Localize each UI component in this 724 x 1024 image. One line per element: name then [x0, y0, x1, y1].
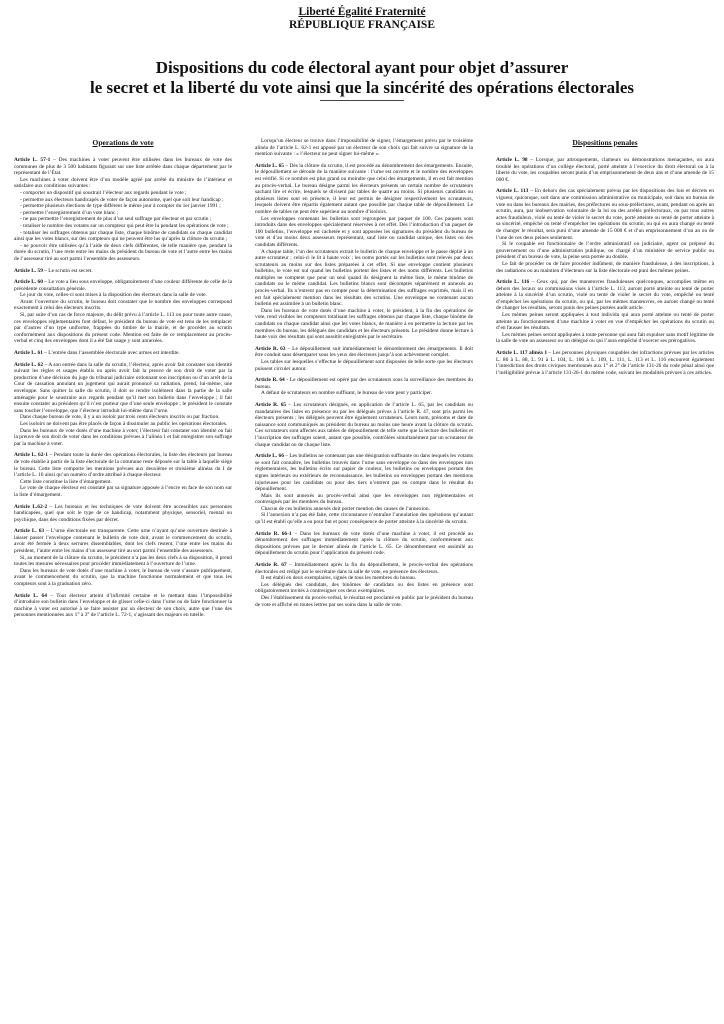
paragraph-text: Il est établi en deux exemplaires, signés de tous les membres du bureau.: [261, 575, 417, 582]
article-reference: Article R. 63: [255, 345, 286, 352]
article: [255, 138, 473, 158]
paragraph-text: – Lorsque, par attroupements, clameurs ou démonstrations menaçantes, on aura troublé les opérations d’un collège électoral, porté atteinte à l’exercice du droit électoral ou à la liberté du vote, les coupables seront punis d’un emprisonnement de deux ans et d’une amende de 15 000 €.: [496, 157, 714, 183]
article-reference: Article L. 66: [255, 453, 284, 460]
paragraph-text: – L’entrée dans l’assemblée électorale avec armes est interdite.: [44, 350, 180, 357]
paragraph-text: - permettre l’enregistrement d’un vote blanc ;: [20, 209, 119, 216]
article-paragraph: [255, 402, 473, 448]
column-operations-de-vote: [14, 138, 232, 1018]
article: [255, 453, 473, 526]
article-paragraph: [496, 279, 714, 312]
paragraph-text: – Le scrutin est secret.: [44, 267, 93, 274]
article-reference: Article L. 64: [14, 592, 47, 599]
article-reference: Article L. 98: [496, 157, 528, 163]
article-paragraph: [14, 216, 232, 223]
article-paragraph: [14, 504, 232, 524]
section-title: Dispositions penales: [572, 138, 638, 147]
paragraph-text: Mais ils sont annexés au procès-verbal ainsi que les enveloppes non réglementaires et contresignés par les membres du bureau.: [255, 492, 473, 506]
paragraph-text: – Dès la clôture du scrutin, il est procédé au dénombrement des émargements. Ensuite, le dépouillement se déroule de la manière suivante : l’urne est ouverte et le nombre des enveloppes est vérifié. Si ce nombre est plus grand ou moindre que celui des émargements, il en est fait mention au procès-verbal. Le bureau désigne parmi les électeurs présents un certain nombre de scrutateurs sachant lire et écrire, lesquels se divisent par tables de quatre au moins. Si plusieurs candidats ou plusieurs listes sont en présence, il leur est permis de désigner respectivement les scrutateurs, lesquels doivent être répartis également autant que possible par chaque table de dépouillement. Le nombre de tables ne peut être supérieur au nombre d’isoloirs.: [255, 162, 473, 215]
article-paragraph: [14, 414, 232, 421]
article-paragraph: [14, 299, 232, 312]
article-paragraph: [255, 216, 473, 249]
paragraph-text: Dans chaque bureau de vote, il y a un isoloir par trois cents électeurs inscrits ou par fraction.: [20, 414, 220, 421]
article-paragraph: [14, 279, 232, 292]
paragraph-text: – Les bureaux et les techniques de vote doivent être accessibles aux personnes handicapées, quel que soit le type de ce handicap, notamment physique, sensoriel, mental ou psychique, dans des conditions fixées par décret.: [14, 503, 232, 523]
paragraph-text: – Tout électeur atteint d’infirmité certaine et le mettant dans l’impossibilité d’introduire son bulletin dans l’enveloppe et de glisser celle-ci dans l’urne ou de faire fonctionner la machine à voter est autorisé à se faire assister par un électeur de son choix, autre que l’une des personnes mentionnées aux 1° à 3° de l’article L. 72-1, s’agissant des majeurs en tutelle.: [14, 592, 232, 619]
article-paragraph: [14, 292, 232, 299]
paragraph-text: - Le dépouillement est opéré par des scrutateurs sous la surveillance des membres du bureau.: [255, 377, 473, 390]
article-paragraph: [255, 346, 473, 359]
article: [14, 157, 232, 263]
article: [14, 452, 232, 498]
article-paragraph: [255, 493, 473, 506]
title-divider: [320, 100, 404, 101]
article-paragraph: [14, 243, 232, 263]
title-line-1: Dispositions du code électoral ayant pour objet d’assurer: [155, 58, 569, 77]
paragraph-text: – A son entrée dans la salle du scrutin, l’électeur, après avoir fait constater son identité suivant les règles et usages établis ou après avoir fait la preuve de son droit de voter par la production d’une décision du juge du tribunal judiciaire ordonnant son inscription ou d’un arrêt de la Cour de cassation annulant un jugement qui aurait prononcé sa radiation, prend, lui-même, une enveloppe. Sans quitter la salle du scrutin, il doit se rendre isolément dans la partie de la salle aménagée pour le soustraire aux regards pendant qu’il met son bulletin dans l’enveloppe ; il fait ensuite constater au président qu’il n’est porteur que d’une seule enveloppe ; le président le constate sans toucher l’enveloppe, que l’électeur introduit lui-même dans l’urne.: [14, 361, 232, 414]
article-reference: Article L. 63: [14, 528, 45, 535]
article-paragraph: [255, 308, 473, 341]
article-reference: Article R. 66-1: [255, 530, 292, 537]
paragraph-text: - ne pas permettre l’enregistrement de plus d’un seul suffrage par électeur et par scrutin ;: [20, 216, 212, 223]
article: [255, 402, 473, 448]
article: [255, 377, 473, 397]
article-reference: Article L. 116: [496, 279, 530, 286]
article-reference: Article L. 65: [255, 162, 284, 169]
article-reference: Article L. 57-1: [14, 157, 51, 163]
article-paragraph: [14, 350, 232, 357]
article-paragraph: [255, 595, 473, 608]
column-dispositions-penales: [496, 138, 714, 1018]
paragraph-text: Cette liste constitue la liste d’émargement.: [20, 478, 112, 485]
article: [255, 531, 473, 557]
article-paragraph: [14, 428, 232, 448]
paragraph-text: Dès l’établissement du procès-verbal, le résultat est proclamé en public par le président du bureau de vote et affiché en toutes lettres par ses soins dans la salle de vote.: [255, 595, 473, 608]
article-paragraph: [255, 377, 473, 390]
article-reference: Article R. 64: [255, 377, 285, 384]
article: [14, 362, 232, 448]
paragraph-text: A chaque table, l’un des scrutateurs extrait le bulletin de chaque enveloppe et le passe déplié à un autre scrutateur ; celui-ci le lit à haute voix ; les noms portés sur les bulletins sont relevés par deux scrutateurs au moins sur des listes préparées à cet effet. Si une enveloppe contient plusieurs bulletins, le vote est nul quand les bulletins portent des listes et des noms différents. Les bulletins multiples ne comptent que pour un seul quand ils désignent la même liste, le même binôme de candidats ou le même candidat. Les bulletins blancs sont décomptés séparément et annexés au procès-verbal. Ils n’entrent pas en compte pour la détermination des suffrages exprimés, mais il en est fait spécialement mention dans les résultats des scrutins. Une enveloppe ne contenant aucun bulletin est assimilée à un bulletin blanc.: [255, 248, 473, 308]
article-paragraph: [255, 453, 473, 493]
article-paragraph: [255, 512, 473, 525]
article-paragraph: [496, 332, 714, 345]
article-reference: Article L. 59: [14, 267, 43, 274]
paragraph-text: Les tables sur lesquelles s’effectue le dépouillement sont disposées de telle sorte que les électeurs puissent circuler autour.: [255, 359, 473, 372]
paragraph-text: Dans les bureaux de vote dotés d’une machine à voter, l’électeur fait constater son identité ou fait la preuve de son droit de voter dans les conditions prévues à l’alinéa 1 et fait enregistrer son suffrage par la machine à voter.: [14, 427, 232, 447]
republic-name: RÉPUBLIQUE FRANÇAISE: [288, 19, 435, 31]
paragraph-text: Le jour du vote, celles-ci sont mises à la disposition des électeurs dans la salle de vote.: [20, 292, 207, 299]
paragraph-text: Si, par suite d’un cas de force majeure, du délit prévu à l’article L. 113 ou pour toute autre cause, ces enveloppes réglementaires font défaut, le président du bureau de vote est tenu de les remplacer par d’autres d’un type uniforme, frappées du timbre de la mairie, et de procéder au scrutin conformément aux dispositions du présent code. Mention est faite de ce remplacement au procès-verbal et cinq des enveloppes dont il a été fait usage y sont annexées.: [14, 312, 232, 345]
paragraph-text: Lorsqu’un électeur se trouve dans l’impossibilité de signer, l’émargement prévu par le troisième alinéa de l’article L. 62-1 est apposé par un électeur de son choix qui fait suivre sa signature de la mention suivante : « l’électeur ne peut signer lui-même ».: [255, 138, 473, 158]
article-paragraph: [255, 575, 473, 582]
article: [14, 528, 232, 587]
article-paragraph: [496, 241, 714, 261]
paragraph-text: - permettre plusieurs élections de type différent le même jour à compter du 1er janvier 1991 ;: [20, 203, 221, 210]
article-paragraph: [14, 568, 232, 588]
article-paragraph: [255, 359, 473, 372]
article-paragraph: [14, 362, 232, 415]
document-header: [0, 0, 724, 101]
article-paragraph: [255, 531, 473, 557]
article-paragraph: [255, 562, 473, 575]
article-paragraph: [255, 138, 473, 158]
paragraph-text: A défaut de scrutateurs en nombre suffisant, le bureau de vote peut y participer.: [261, 390, 432, 397]
paragraph-text: Le fait de procéder ou de faire procéder indûment, de manière frauduleuse, à des inscriptions, à des radiations ou au maintien d’électeurs sur la liste électorale est puni des mêmes peines.: [496, 260, 714, 274]
article-paragraph: [14, 421, 232, 428]
article-paragraph: [14, 312, 232, 345]
article-paragraph: [14, 223, 232, 230]
article-paragraph: [14, 593, 232, 619]
paragraph-text: – Immédiatement après la fin du dépouillement, le procès-verbal des opérations électorales est rédigé par le secrétaire dans la salle de vote, en présence des électeurs.: [255, 562, 473, 575]
paragraph-text: Les mêmes peines seront appliquées à tout individu qui aura porté atteinte ou tenté de porter atteinte au fonctionnement d’une machine à voter en vue d’empêcher les opérations du scrutin ou d’en fausser les résultats.: [496, 312, 714, 332]
paragraph-text: Le vote de chaque électeur est constaté par sa signature apposée à l’encre en face de son nom sur la liste d’émargement.: [14, 485, 232, 498]
article-paragraph: [14, 177, 232, 190]
text-columns: [14, 138, 714, 1018]
paragraph-text: – Les bulletins ne contenant pas une désignation suffisante ou dans lesquels les votants se sont fait connaître, les bulletins trouvés dans l’urne sans enveloppe ou dans des enveloppes non réglementaires, les bulletins écrits sur papier de couleur, les bulletins ou enveloppes portant des signes intérieurs ou extérieurs de reconnaissance, les bulletins ou enveloppes portant des mentions injurieuses pour les candidats ou pour des tiers n’entrent pas en compte dans le résultat du dépouillement.: [255, 453, 473, 493]
paragraph-text: – En dehors des cas spécialement prévus par les dispositions des lois et décrets en vigueur, quiconque, soit dans une commission administrative ou municipale, soit dans un bureau de vote ou dans les bureaux des mairies, des préfectures ou sous-préfectures, avant, pendant ou après un scrutin, aura, par inobservation volontaire de la loi ou des arrêtés préfectoraux, ou par tous autres actes frauduleux, violé ou tenté de violer le secret du vote, porté atteinte ou tenté de porter atteinte à sa sincérité, empêché ou tenté d’empêcher les opérations du scrutin, ou qui en aura changé ou tenté de changer le résultat, sera puni d’une amende de 15 000 € et d’un emprisonnement d’un an ou de l’une de ces deux peines seulement.: [496, 188, 714, 241]
paragraph-text: – Les personnes physiques coupables des infractions prévues par les articles L. 86 à L. 88, L. 91 à L. 104, L. 106 à L. 109, L. 111, L. 113 et L. 116 encourent également l’interdiction des droits civiques mentionnés aux 1° et 2° de l’article 131-26 du code pénal ainsi que l’inéligibilité prévue à l’article 131-26-1 du même code, suivant les modalités prévues à ces articles.: [496, 350, 714, 376]
article: [14, 350, 232, 357]
article-paragraph: [496, 261, 714, 274]
paragraph-text: – Le vote a lieu sous enveloppe, obligatoirement d’une couleur différente de celle de la précédente consultation générale.: [14, 279, 232, 292]
paragraph-text: – Dans les bureaux de vote dotés d’une machine à voter, il est procédé au dénombrement des suffrages immédiatement après la clôture du scrutin, conformément aux dispositions prévues par le dernier alinéa de l’article L. 65. Ce dénombrement est assimilé au dépouillement du scrutin pour l’application du présent code.: [255, 530, 473, 557]
paragraph-text: Avant l’ouverture du scrutin, le bureau doit constater que le nombre des enveloppes correspond exactement à celui des électeurs inscrits.: [14, 298, 232, 312]
article-reference: Article L. 60: [14, 279, 43, 286]
paragraph-text: Si le coupable est fonctionnaire de l’ordre administratif ou judiciaire, agent ou préposé du gouvernement ou d’une administration publique, ou chargé d’un ministère de service public ou président d’un bureau de vote, la peine sera portée au double.: [496, 241, 714, 261]
article-paragraph: [496, 188, 714, 241]
article-paragraph: [496, 350, 714, 376]
article: [496, 188, 714, 274]
paragraph-text: Chacun de ces bulletins annexés doit porter mention des causes de l’annexion.: [261, 505, 430, 512]
paragraph-text: - totaliser le nombre des votants sur un compteur qui peut être lu pendant les opérations de vote ;: [20, 222, 229, 229]
article-paragraph: [255, 390, 473, 397]
paragraph-text: Les mêmes peines seront appliquées à toute personne qui aura fait expulser sans motif légitime de la salle de vote un assesseur ou un délégué ou qui l’aura empêché d’exercer ses prérogatives.: [496, 331, 714, 345]
article-paragraph: [14, 485, 232, 498]
paragraph-text: – L’urne électorale est transparente. Cette urne n’ayant qu’une ouverture destinée à laisser passer l’enveloppe contenant le bulletin de vote doit, avant le commencement du scrutin, avoir été fermée à deux serrures dissemblables, dont les clefs restent, l’une entre les mains du président, l’autre entre les mains d’un assesseur tiré au sort parmi l’ensemble des assesseurs.: [14, 528, 232, 555]
article-reference: Article L. 62-1: [14, 452, 48, 459]
article: [14, 279, 232, 345]
paragraph-text: - comporter un dispositif qui soustrait l’électeur aux regards pendant le vote ;: [20, 189, 187, 196]
article-reference: Article L. 61: [14, 350, 43, 357]
paragraph-text: - ne pouvoir être utilisées qu’à l’aide de deux clefs différentes, de telle manière que, pendant la durée du scrutin, l’une reste entre les mains du président du bureau de vote et l’autre entre les mains de l’assesseur tiré au sort parmi l’ensemble des assesseurs.: [14, 242, 232, 262]
article: [496, 279, 714, 345]
article-reference: Article L. 117 alinéa 1: [496, 350, 548, 357]
article: [14, 504, 232, 524]
paragraph-text: – Les scrutateurs désignés, en application de l’article L. 65, par les candidats ou mandataires des listes en présence ou par les délégués prévus à l’article R. 47, sont pris parmi les électeurs présents ; les délégués peuvent être également scrutateurs. Leurs nom, prénoms et date de naissance sont communiqués au président du bureau au moins une heure avant la clôture du scrutin. Ces scrutateurs sont affectés aux tables de dépouillement de telle sorte que la lecture des bulletins et l’inscription des suffrages soient, autant que possible, contrôlées simultanément par un scrutateur de chaque candidat ou de chaque liste.: [255, 401, 473, 448]
article-paragraph: [14, 230, 232, 243]
article-paragraph: [255, 163, 473, 216]
document-title: [0, 58, 724, 98]
paragraph-text: - permettre aux électeurs handicapés de voter de façon autonome, quel que soit leur handicap ;: [20, 196, 224, 203]
article-paragraph: [14, 157, 232, 177]
paragraph-text: Les machines à voter doivent être d’un modèle agréé par arrêté du ministre de l’intérieur et satisfaire aux conditions suivantes :: [14, 176, 232, 190]
republic-motto: Liberté Égalité Fraternité: [298, 6, 426, 18]
article: [14, 593, 232, 619]
article-paragraph: [14, 190, 232, 197]
article-paragraph: [255, 249, 473, 308]
article-paragraph: [14, 555, 232, 568]
paragraph-text: – Ceux qui, par des manœuvres frauduleuses quelconques, accomplies même en dehors des locaux ou commissions visés à l’article L. 113, auront porté atteinte ou tenté de porter atteinte à la sincérité d’un scrutin, violé ou tenté de violer le secret du vote, empêché ou tenté d’empêcher les opérations du scrutin, ou qui, par les mêmes manœuvres, en auront changé ou tenté de changer les résultats, seront punis des peines portées audit article.: [496, 279, 714, 312]
article: [496, 350, 714, 376]
paragraph-text: Si, au moment de la clôture du scrutin, le président n’a pas les deux clefs à sa disposition, il prend toutes les mesures nécessaires pour procéder immédiatement à l’ouverture de l’urne.: [14, 554, 232, 568]
paragraph-text: Les enveloppes contenant les bulletins sont regroupées par paquet de 100. Ces paquets sont introduits dans des enveloppes spécialement réservées à cet effet. Dès l’introduction d’un paquet de 100 bulletins, l’enveloppe est cachetée et y sont apposées les signatures du président du bureau de vote et d’au moins deux assesseurs représentant, sauf liste ou candidat unique, des listes ou des candidats différents.: [255, 215, 473, 248]
article-paragraph: [14, 528, 232, 554]
article-paragraph: [496, 157, 714, 183]
article-reference: Article L. 62: [14, 361, 44, 368]
title-line-2: le secret et la liberté du vote ainsi que la sincérité des opérations électorales: [89, 78, 635, 97]
paragraph-text: Dans les bureaux de vote dotés d’une machine à voter, le bureau de vote s’assure publiquement, avant le commencement du scrutin, que la machine fonctionne normalement et que tous les compteurs sont à la graduation zéro.: [14, 567, 232, 588]
paragraph-text: – Pendant toute la durée des opérations électorales, la liste des électeurs par bureau de vote établie à partir de la liste électorale de la commune reste déposée sur la table à laquelle siège le bureau. Cette liste comporte les mentions prévues aux deuxième et troisième alinéas du I de l’article L. 16 ainsi qu’un numéro d’ordre attribué à chaque électeur.: [14, 452, 232, 479]
article-reference: Article R. 67: [255, 562, 287, 569]
article-paragraph: [14, 268, 232, 275]
section-title: Operations de vote: [92, 138, 154, 147]
paragraph-text: Si l’annexion n’a pas été faite, cette circonstance n’entraîne l’annulation des opérations qu’autant qu’il est établi qu’elle a eu pour but et pour conséquence de porter atteinte à la sincérité du scrutin.: [255, 512, 473, 526]
article-paragraph: [496, 312, 714, 332]
article: [255, 163, 473, 341]
paragraph-text: Dans les bureaux de vote dotés d’une machine à voter, le président, à la fin des opérations de vote, rend visibles les compteurs totalisant les suffrages obtenus par chaque liste, chaque binôme de candidats ou chaque candidat ainsi que les votes blancs, de manière à en permettre la lecture par les membres du bureau, les délégués des candidats et les électeurs présents. Le président donne lecture à haute voix des résultats qui sont aussitôt enregistrés par le secrétaire.: [255, 307, 473, 341]
article-reference: Article R. 65: [255, 401, 287, 408]
article-reference: Article L. 113: [496, 188, 529, 195]
paragraph-text: Les délégués des candidats, des binômes de candidats ou des listes en présence sont obligatoirement invités à contresigner ces deux exemplaires.: [255, 581, 473, 595]
column-depouillement: [255, 138, 473, 1018]
paragraph-text: Les isoloirs ne doivent pas être placés de façon à dissimuler au public les opérations électorales.: [20, 420, 228, 427]
article: [255, 562, 473, 608]
paragraph-text: - totaliser les suffrages obtenus par chaque liste, chaque binôme de candidats ou chaque candidat ainsi que les votes blancs, sur des compteurs qui ne peuvent être lus qu’après la clôture du scrutin ;: [14, 229, 232, 243]
article-reference: Article L.62-2: [14, 503, 48, 510]
article: [14, 268, 232, 275]
article-paragraph: [255, 582, 473, 595]
article: [496, 157, 714, 183]
paragraph-text: – Le dépouillement suit immédiatement le dénombrement des émargements. Il doit être conduit sans désemparer sous les yeux des électeurs jusqu’à son achèvement complet.: [255, 345, 473, 359]
article-paragraph: [14, 203, 232, 210]
paragraph-text: – Des machines à voter peuvent être utilisées dans les bureaux de vote des communes de plus de 3 500 habitants figurant sur une liste arrêtée dans chaque département par le représentant de l’État.: [14, 157, 232, 177]
article-paragraph: [14, 452, 232, 478]
article: [255, 346, 473, 372]
